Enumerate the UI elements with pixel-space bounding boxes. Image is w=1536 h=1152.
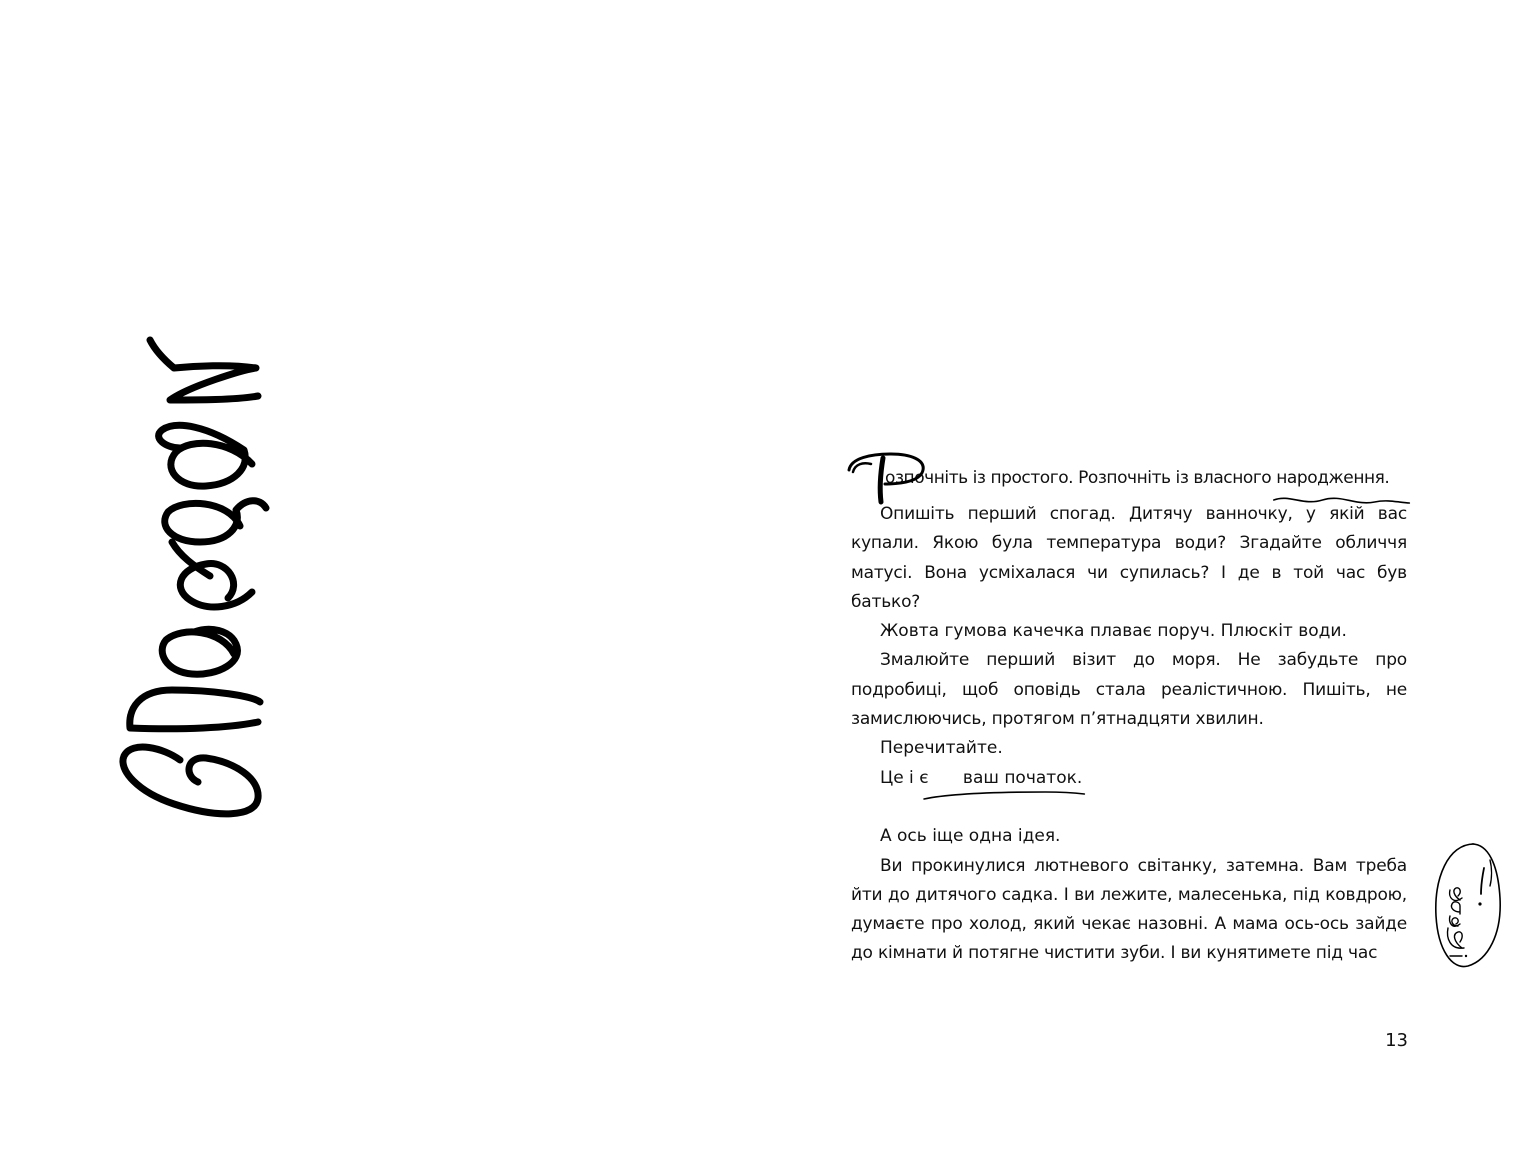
paragraph-7: Ви прокинулися лютневого світанку, затемна. Вам треба йти до дитячого садка. І ви лежите, малесенька, під ковдрою, думаєте про холод, який чекає назовні. А мама ось-ось зайде до кімнати й потягне чистити зуби. І ви кунятимете під час [851,855,1407,964]
paragraph-gap [851,793,1407,822]
underlined-birth [1276,456,1389,500]
idea-doodle-drawing [1428,838,1506,974]
chapter-title [110,330,280,820]
page-number: 13 [1385,1030,1408,1051]
paragraph-5 [851,764,1407,793]
idea-margin-note [1428,838,1506,974]
paragraph-4: Перечитайте. [880,738,1003,759]
opening-line-text: озпочніть із простого. Розпочніть із власного [885,468,1277,488]
body-text [851,456,1407,969]
underlined-beginning-text: ваш початок. [962,767,1083,788]
opening-line [851,456,1407,500]
underlined-birth-text: народження. [1276,468,1390,488]
underlined-beginning [934,764,1082,793]
chapter-title-handwriting [110,330,280,820]
paragraph-6: А ось іще одна ідея. [880,826,1061,847]
paragraph-1: Опишіть перший спогад. Дитячу ванночку, у якій вас купали. Якою була температура води? Згадайте обличчя матусі. Вона усміхалася чи супилась? І де в той час був батько? [851,504,1407,612]
paragraph-2: Жовта гумова качечка плаває поруч. Плюскіт води. [880,621,1347,642]
paragraph-3: Змалюйте перший візит до моря. Не забудьте про подробиці, щоб оповідь стала реалістичною. Пишіть, не замислюючись, протягом п’ятнадцяти хвилин. [851,650,1407,730]
closing-text: Це і є [880,767,934,788]
dropcap-letter [845,448,929,512]
